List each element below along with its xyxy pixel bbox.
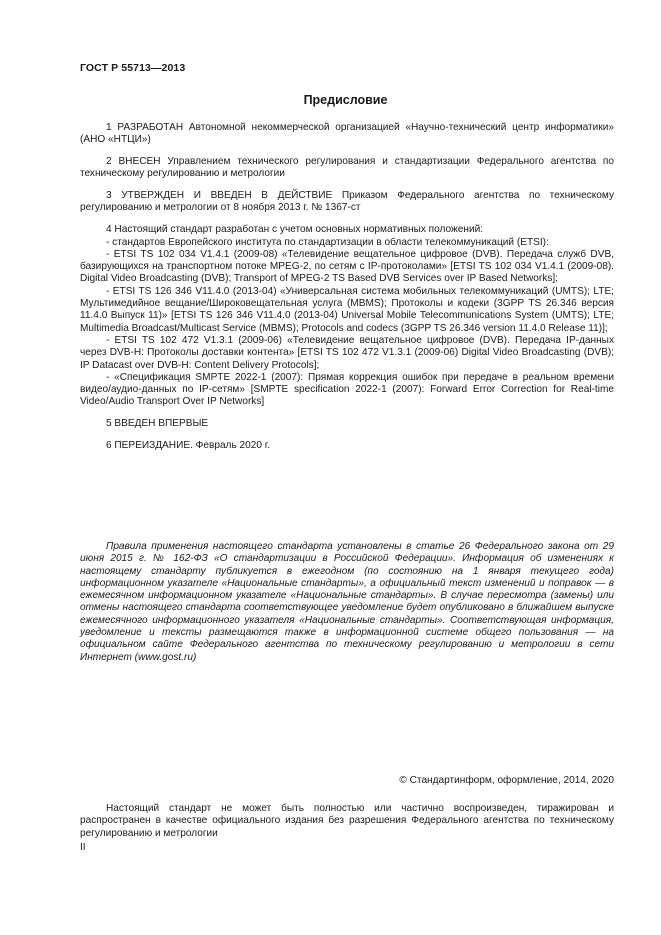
- application-notice: [80, 541, 614, 664]
- foreword-item-4-line: - «Спецификация SMPTE 2022-1 (2007): Прямая коррекция ошибок при передаче в реальном времени видео/аудио-данных по IP-сетям» [SMPTE specification 2022-1 (2007): Forward Error Correction for Real-time Video/Audio Transport Over IP Networks]: [80, 371, 614, 408]
- foreword-item-4-intro: 4 Настоящий стандарт разработан с учетом основных нормативных положений:: [106, 224, 484, 236]
- notice-text: Правила применения настоящего стандарта установлены в статье 26 Федерального закона от 29 июня 2015 г. № 162-ФЗ «О стандартизации в Российской Федерации». Информация об изменениях к настоящему стандарту публикуется в ежегодном (по состоянию на 1 января текущего года) информационном указателе «Национальные стандарты», а официальный текст изменений и поправок — в ежемесячном информационном указателе «Национальные стандарты». В случае пересмотра (замены) или отмены настоящего стандарта соответствующее уведомление будет опубликовано в ближайшем выпуске ежемесячного информационного указателя «Национальные стандарты». Соответствующая информация, уведомление и тексты размещаются также в информационной системе общего пользования — на официальном сайте Федерального агентства по техническому регулированию и метрологии в сети Интернет (www.gost.ru): [80, 541, 614, 663]
- foreword-item-4-line: - стандартов Европейского института по стандартизации в области телекоммуникаций (ETSI):: [106, 236, 549, 248]
- foreword-item-4-line: - ETSI TS 102 472 V1.3.1 (2009-06) «Телевидение вещательное цифровое (DVB). Передача IP-данных через DVB-H: Протоколы доставки контента» [ETSI TS 102 472 V1.3.1 (2009-06) Digital Video Broadcasting (DVB); IP Datacast over DVB-H: Content Delivery Protocols];: [80, 334, 614, 371]
- foreword-body: [80, 122, 614, 452]
- foreword-item-6: 6 ПЕРЕИЗДАНИЕ. Февраль 2020 г.: [106, 440, 271, 452]
- foreword-item-2: 2 ВНЕСЕН Управлением технического регулирования и стандартизации Федерального агентства по техническому регулированию и метрологии: [80, 156, 614, 180]
- foreword-item-1: 1 РАЗРАБОТАН Автономной некоммерческой организацией «Научно-технический центр информатики» (АНО «НТЦИ»): [80, 122, 614, 146]
- foreword-item-3: 3 УТВЕРЖДЕН И ВВЕДЕН В ДЕЙСТВИЕ Приказом Федерального агентства по техническому регулированию и метрологии от 8 ноября 2013 г. № 1367-ст: [80, 190, 614, 214]
- page-title: Предисловие: [303, 93, 388, 107]
- foreword-item-5: 5 ВВЕДЕН ВПЕРВЫЕ: [106, 418, 209, 430]
- page-number: II: [80, 842, 86, 853]
- reproduction-text: Настоящий стандарт не может быть полностью или частично воспроизведен, тиражирован и распространен в качестве официального издания без разрешения Федерального агентства по техническому регулированию и метрологии: [80, 803, 614, 839]
- copyright-line: © Стандартинформ, оформление, 2014, 2020: [399, 775, 614, 786]
- standard-code: ГОСТ Р 55713—2013: [80, 62, 186, 74]
- foreword-item-4-line: - ETSI TS 102 034 V1.4.1 (2009-08) «Телевидение вещательное цифровое (DVB). Передача служб DVB, базирующихся на транспортном потоке MPEG-2, по сетям с IP-протоколами» [ETSI TS 102 034 V1.4.1 (2009-08). Digital Video Broadcasting (DVB); Transport of MPEG-2 TS Based DVB Services over IP Based Networks];: [80, 248, 614, 285]
- reproduction-notice: [80, 803, 614, 840]
- foreword-item-4-line: - ETSI TS 126 346 V11.4.0 (2013-04) «Универсальная система мобильных телекоммуникаций (UMTS); LTE; Мультимедийное вещание/Широковещательная услуга (MBMS); Протоколы и кодеки (3GPP TS 26.346 версия 11.4.0 Выпуск 11)» [ETSI TS 126 346 V11.4.0 (2013-04) Universal Mobile Telecommunications System (UMTS); LTE; Multimedia Broadcast/Multicast Service (MBMS); Protocols and codecs (3GPP TS 26.346 version 11.4.0 Release 11)];: [80, 285, 614, 334]
